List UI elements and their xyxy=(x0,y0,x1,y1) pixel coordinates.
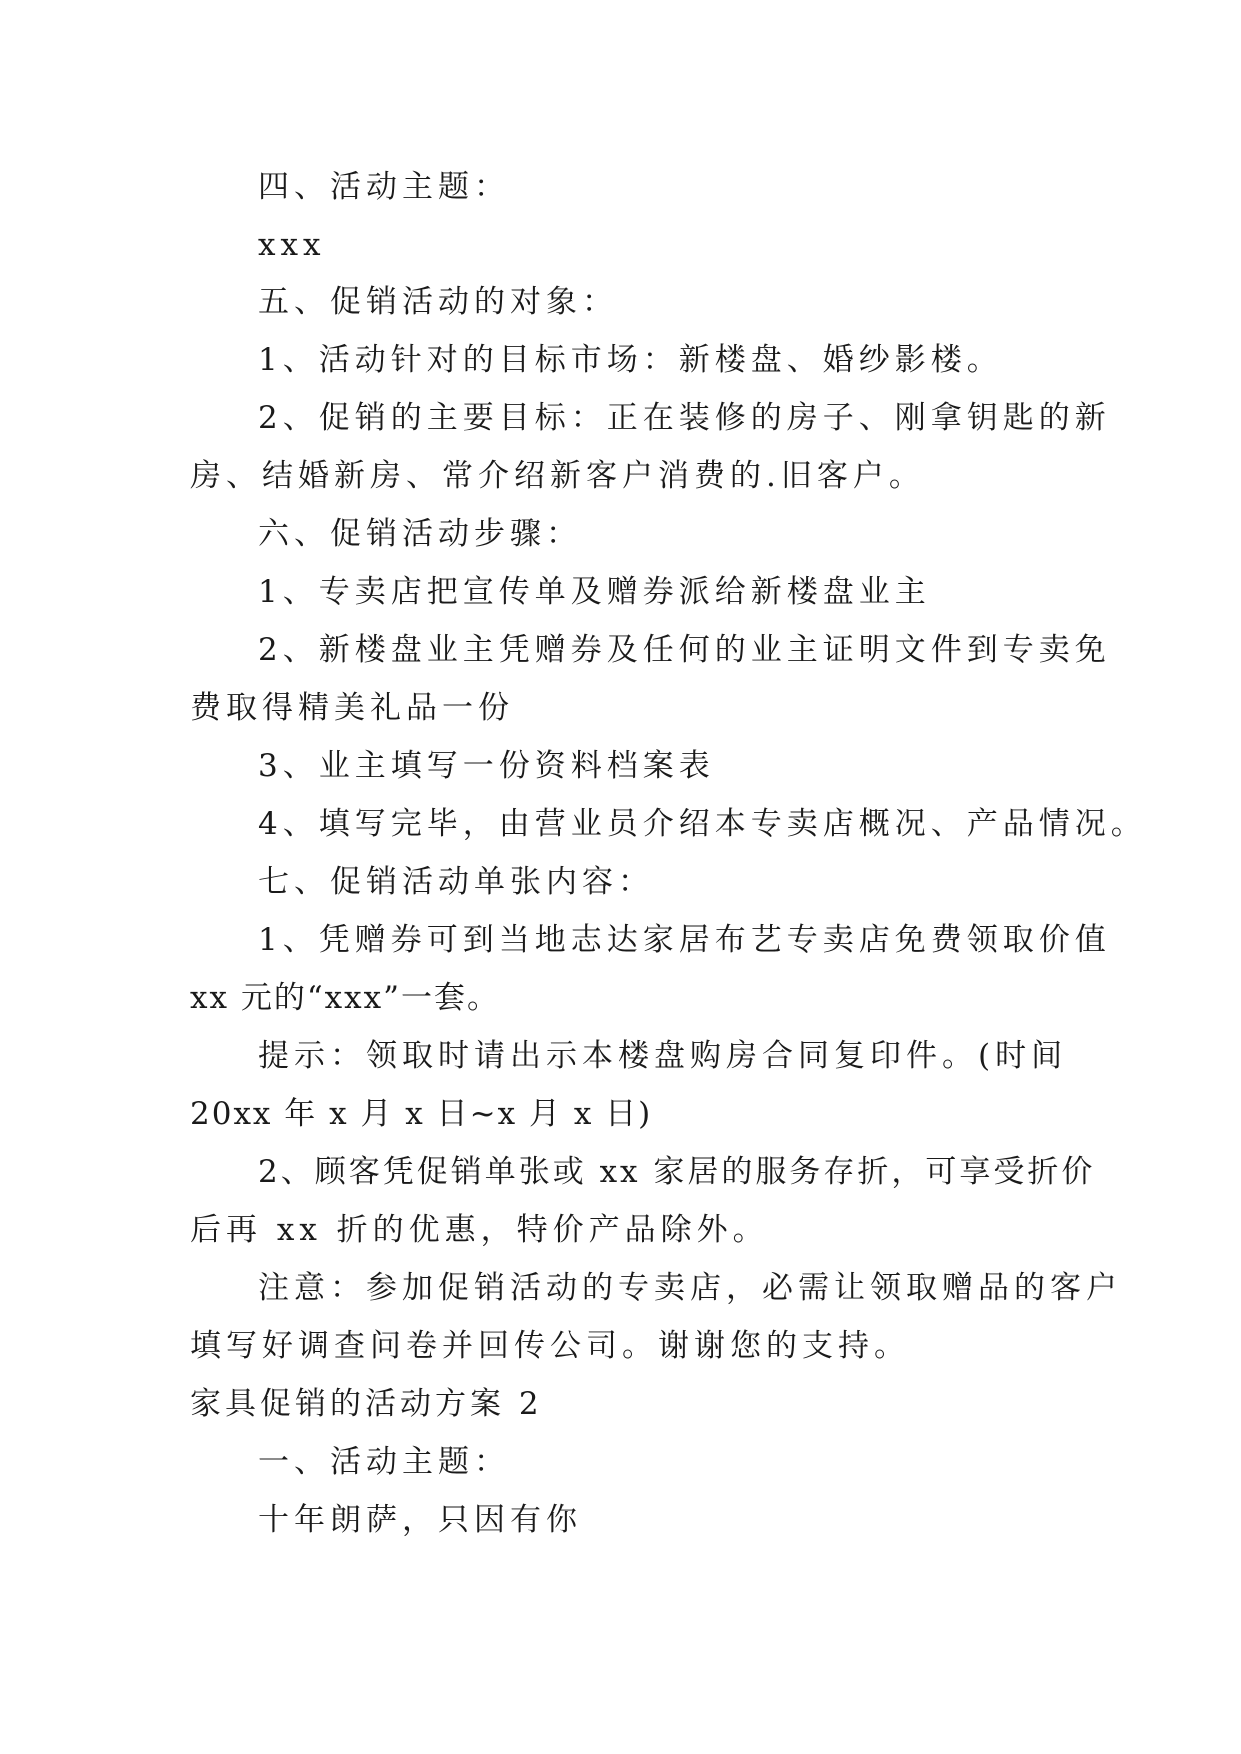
paragraph-main-target-cont: 房、结婚新房、常介绍新客户消费的.旧客户。 xyxy=(190,458,925,494)
flyer-tip: 提示：领取时请出示本楼盘购房合同复印件。(时间 xyxy=(258,1038,1068,1074)
section-heading-flyer: 七、促销活动单张内容： xyxy=(258,864,654,900)
theme-value: xxx xyxy=(258,227,326,263)
paragraph-target-market: 1、活动针对的目标市场：新楼盘、婚纱影楼。 xyxy=(258,342,1003,378)
flyer-item-2: 2、顾客凭促销单张或 xx 家居的服务存折，可享受折价 xyxy=(258,1154,1096,1190)
plan-2-theme-value: 十年朗萨，只因有你 xyxy=(258,1502,582,1538)
section-heading-target: 五、促销活动的对象： xyxy=(258,284,618,320)
section-heading-steps: 六、促销活动步骤： xyxy=(258,516,582,552)
flyer-note: 注意：参加促销活动的专卖店，必需让领取赠品的客户 xyxy=(258,1270,1122,1306)
plan-2-section-heading-theme: 一、活动主题： xyxy=(258,1444,510,1480)
plan-2-title: 家具促销的活动方案 2 xyxy=(190,1386,543,1422)
step-2: 2、新楼盘业主凭赠券及任何的业主证明文件到专卖免 xyxy=(258,632,1111,668)
paragraph-main-target: 2、促销的主要目标：正在装修的房子、刚拿钥匙的新 xyxy=(258,400,1111,436)
flyer-item-2-cont: 后再 xx 折的优惠，特价产品除外。 xyxy=(190,1212,769,1248)
flyer-note-cont: 填写好调查问卷并回传公司。谢谢您的支持。 xyxy=(190,1328,910,1364)
section-heading-theme: 四、活动主题： xyxy=(258,169,510,205)
flyer-item-1: 1、凭赠券可到当地志达家居布艺专卖店免费领取价值 xyxy=(258,922,1111,958)
step-1: 1、专卖店把宣传单及赠券派给新楼盘业主 xyxy=(258,574,931,610)
step-4: 4、填写完毕，由营业员介绍本专卖店概况、产品情况。 xyxy=(258,806,1147,842)
step-2-cont: 费取得精美礼品一份 xyxy=(190,690,514,726)
flyer-tip-cont: 20xx 年 x 月 x 日~x 月 x 日) xyxy=(190,1096,653,1132)
step-3: 3、业主填写一份资料档案表 xyxy=(258,748,715,784)
flyer-item-1-cont: xx 元的“xxx”一套。 xyxy=(190,980,500,1016)
